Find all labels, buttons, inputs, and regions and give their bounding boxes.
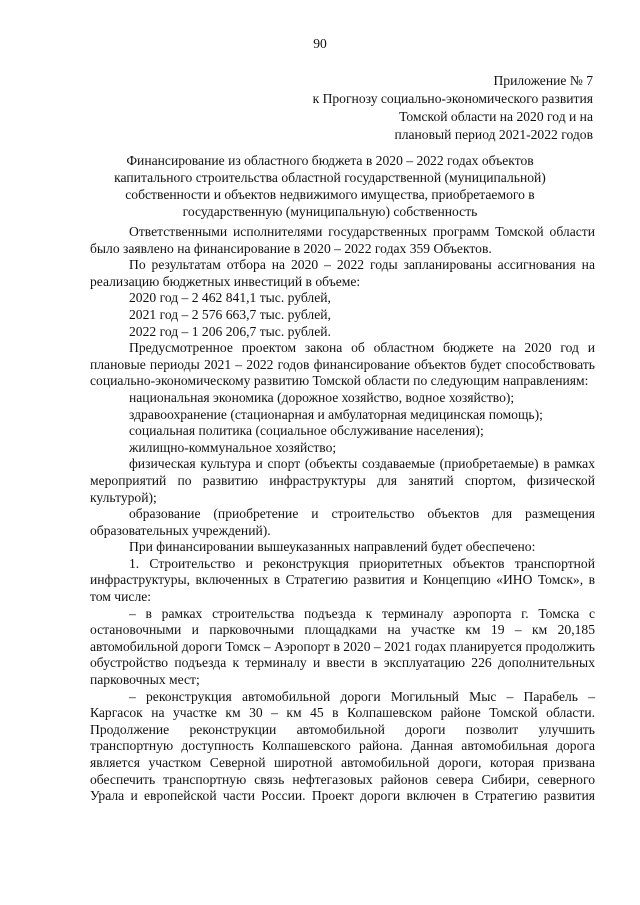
appendix-header <box>273 72 593 144</box>
paragraph: 1. Строительство и реконструкция приоритетных объектов транспортной инфраструктуры, включенных в Стратегию развития и Концепцию «ИНО Томск», в том числе: <box>90 555 595 605</box>
paragraph: При финансировании вышеуказанных направлений будет обеспечено: <box>129 539 536 555</box>
section-title: Финансирование из областного бюджета в 2020 – 2022 годах объектов капитального строительства областной государственной (муниципальной) собственности и объектов недвижимого имущества, приобретаемого в государственную (муниципальную) собственность <box>114 153 546 219</box>
appendix-line: Приложение № 7 <box>493 73 593 88</box>
paragraph: Предусмотренное проектом закона об областном бюджете на 2020 год и плановые периоды 2021 – 2022 годов финансирование объектов будет способствовать социально-экономическому развитию Томской области по следующим направлениям: <box>90 340 595 389</box>
list-item: национальная экономика (дорожное хозяйство, водное хозяйство); <box>129 389 515 405</box>
paragraph: – реконструкция автомобильной дороги Могильный Мыс – Парабель – Каргасок на участке км 30 – км 45 в Колпашевском районе Томской области. Продолжение реконструкции автомобильной дороги позволит улучшить транспортную доступность Колпашевского района. Данная автомобильная дорога является участком Северной широтной автомобильной дороги, которая призвана обеспечить транспортную связь нефтегазовых районов севера Сибири, северного Урала и европейской части России. Проект дороги включен в Стратегию развития <box>90 688 595 804</box>
appendix-line: Томской области на 2020 год и на <box>399 109 593 124</box>
list-item: физическая культура и спорт (объекты создаваемые (приобретаемые) в рамках мероприятий по развитию инфраструктуры для занятий спортом, физической культурой); <box>90 456 595 505</box>
list-item: 2021 год – 2 576 663,7 тыс. рублей, <box>129 306 331 322</box>
body-text <box>90 224 595 805</box>
list-item: 2022 год – 1 206 206,7 тыс. рублей. <box>129 323 331 339</box>
list-item: образование (приобретение и строительство объектов для размещения образовательных учреждений). <box>90 506 595 538</box>
list-item: здравоохранение (стационарная и амбулаторная медицинская помощь); <box>129 406 543 422</box>
appendix-line: к Прогнозу социально-экономического развития <box>312 91 593 106</box>
appendix-line: плановый период 2021-2022 годов <box>394 127 593 142</box>
page-number: 90 <box>313 36 327 51</box>
list-item: жилищно-коммунальное хозяйство; <box>129 439 337 455</box>
list-item: 2020 год – 2 462 841,1 тыс. рублей, <box>129 290 331 306</box>
paragraph: Ответственными исполнителями государственных программ Томской области было заявлено на финансирование в 2020 – 2022 годах 359 Объектов. <box>90 224 595 256</box>
list-item: социальная политика (социальное обслуживание населения); <box>129 423 484 439</box>
paragraph: – в рамках строительства подъезда к терминалу аэропорта г. Томска с остановочными и парковочными площадками на участке км 19 – км 20,185 автомобильной дороги Томск – Аэропорт в 2020 – 2021 годах планируется продолжить обустройство подъезда к терминалу и ввести в эксплуатацию 226 дополнительных парковочных мест; <box>90 605 595 688</box>
paragraph: По результатам отбора на 2020 – 2022 годы запланированы ассигнования на реализацию бюджетных инвестиций в объеме: <box>90 257 595 289</box>
